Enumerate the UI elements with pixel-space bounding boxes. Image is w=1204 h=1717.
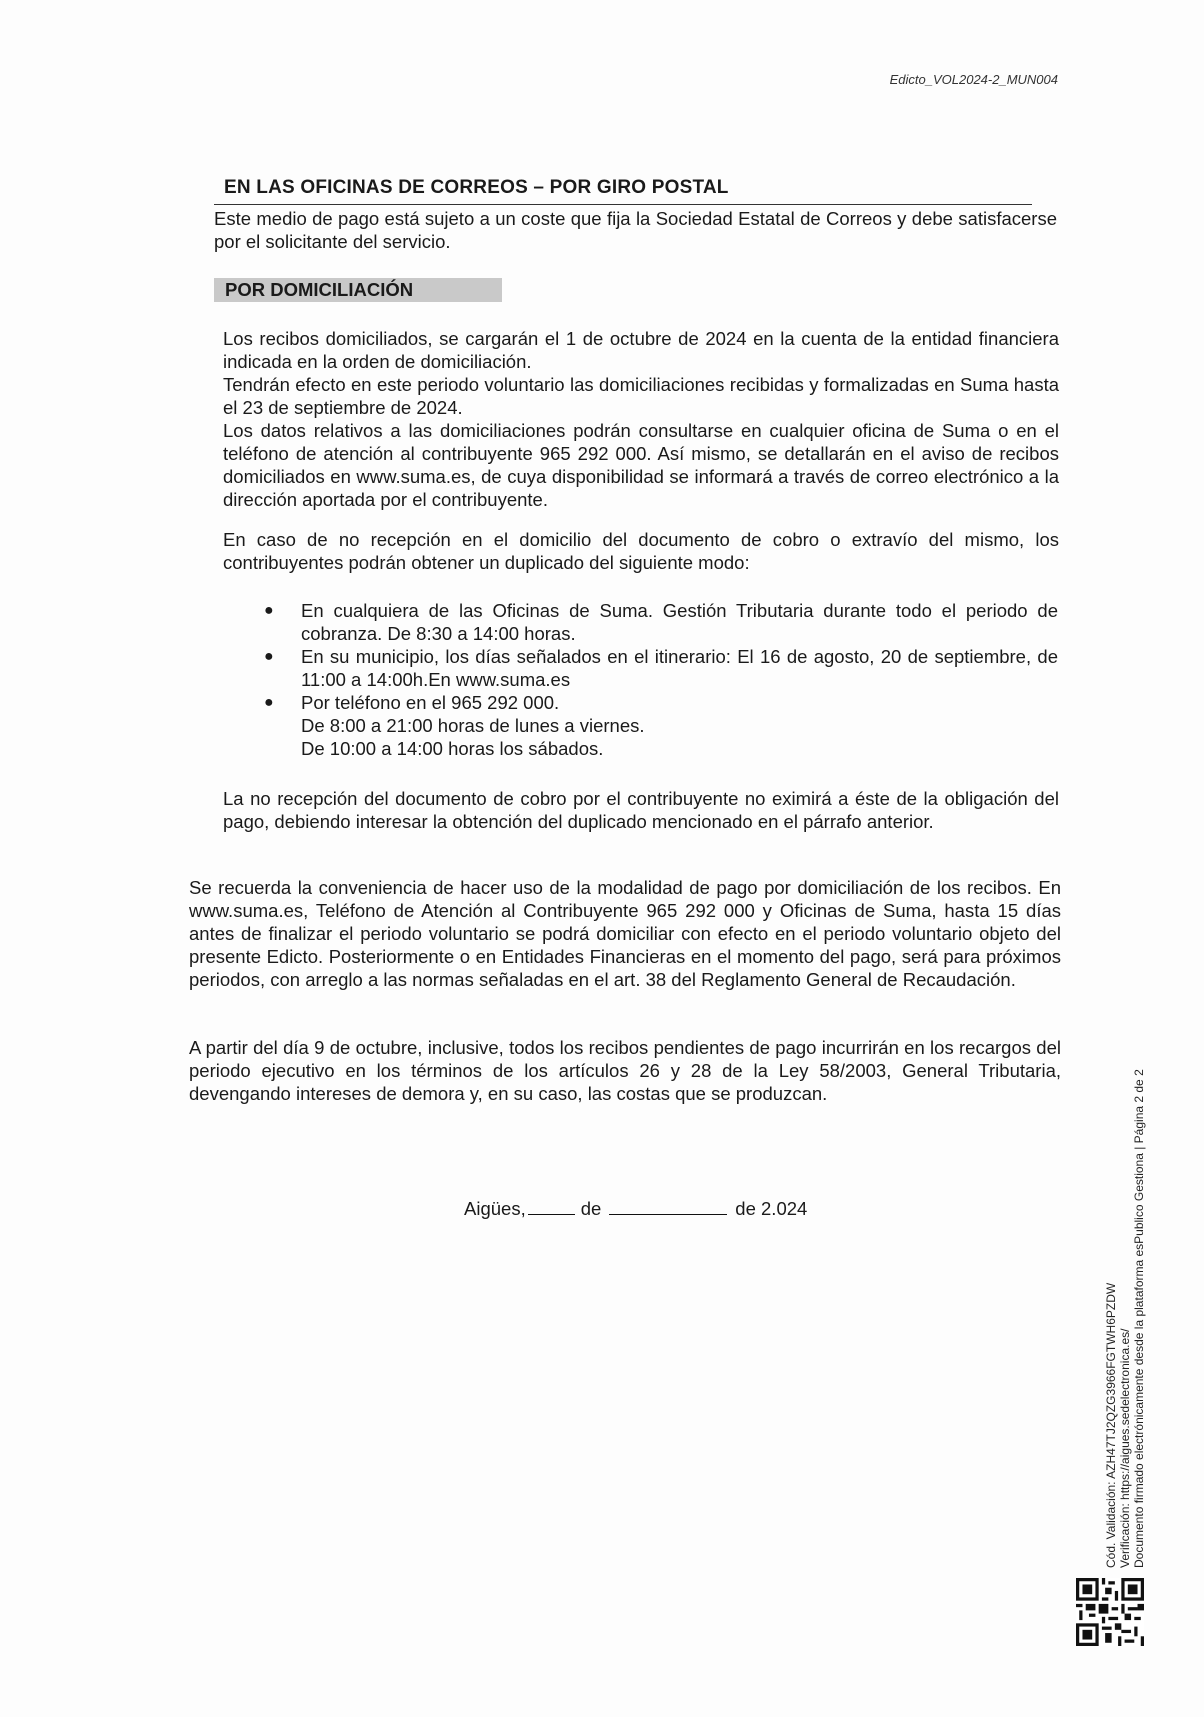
qr-code-icon: [1076, 1578, 1144, 1646]
duplicado-list: [262, 599, 1058, 760]
signature-de: de: [580, 1198, 602, 1219]
title-underline: [214, 204, 1032, 205]
list-item: [262, 645, 1058, 691]
document-reference: Edicto_VOL2024-2_MUN004: [889, 72, 1058, 87]
phone-hours-saturday: De 10:00 a 14:00 horas los sábados.: [301, 738, 604, 759]
bullet-icon: ●: [264, 648, 274, 665]
paragraph-domiciliacion-line-3: Los datos relativos a las domiciliaciones podrán consultarse en cualquier oficina de Suma o en el teléfono de atención al contribuyente 965 292 000. Así mismo, se detallarán en el aviso de recibos domiciliados en www.suma.es, de cuya disponibilidad se informará a través de correo electrónico a la dirección aportada por el contribuyente.: [223, 420, 1059, 510]
month-blank: [609, 1197, 727, 1215]
signature-platform-note: Documento firmado electrónicamente desde la plataforma esPublico Gestiona | Página 2 de 2: [1132, 1069, 1146, 1568]
bullet-icon: ●: [264, 694, 274, 711]
phone-hours-weekdays: De 8:00 a 21:00 horas de lunes a viernes.: [301, 715, 645, 736]
paragraph-domiciliacion: [223, 327, 1059, 511]
signature-line: [464, 1197, 807, 1220]
day-blank: [528, 1197, 575, 1215]
section-title-domiciliacion-highlight: [214, 278, 502, 302]
section-title-domiciliacion: POR DOMICILIACIÓN: [225, 279, 414, 300]
paragraph-apartir: A partir del día 9 de octubre, inclusive, todos los recibos pendientes de pago incurrirán en los recargos del periodo ejecutivo en los términos de los artículos 26 y 28 de la Ley 58/2003, General Tributaria, devengando intereses de demora y, en su caso, las costas que se produzcan.: [189, 1037, 1061, 1104]
verification-url: Verificación: https://aigues.sedelectronica.es/: [1118, 1328, 1132, 1568]
list-item-text: En su municipio, los días señalados en el itinerario: El 16 de agosto, 20 de septiembre, de 11:00 a 14:00h.En www.suma.es: [301, 646, 1058, 690]
paragraph-no-recepcion: La no recepción del documento de cobro por el contribuyente no eximirá a éste de la obligación del pago, debiendo interesar la obtención del duplicado mencionado en el párrafo anterior.: [223, 788, 1059, 832]
bullet-icon: ●: [264, 602, 274, 619]
list-item: [262, 599, 1058, 645]
paragraph-correos: Este medio de pago está sujeto a un coste que fija la Sociedad Estatal de Correos y debe satisfacerse por el solicitante del servicio.: [214, 208, 1057, 252]
list-item: [262, 691, 1058, 760]
signature-place: Aigües,: [464, 1198, 526, 1219]
signature-year: de 2.024: [735, 1198, 808, 1219]
paragraph-recuerda: Se recuerda la conveniencia de hacer uso de la modalidad de pago por domiciliación de los recibos. En www.suma.es, Teléfono de Atención al Contribuyente 965 292 000 y Oficinas de Suma, hasta 15 días antes de finalizar el periodo voluntario se podrá domiciliar con efecto en el periodo voluntario objeto del presente Edicto. Posteriormente o en Entidades Financieras en el momento del pago, será para próximos periodos, con arreglo a las normas señaladas en el art. 38 del Reglamento General de Recaudación.: [189, 877, 1061, 990]
list-item-text: En cualquiera de las Oficinas de Suma. Gestión Tributaria durante todo el periodo de cobranza. De 8:30 a 14:00 horas.: [301, 600, 1058, 644]
paragraph-duplicado-intro: En caso de no recepción en el domicilio del documento de cobro o extravío del mismo, los contribuyentes podrán obtener un duplicado del siguiente modo:: [223, 529, 1059, 573]
section-title-correos: EN LAS OFICINAS DE CORREOS – POR GIRO POSTAL: [224, 177, 729, 198]
paragraph-domiciliacion-line-1: Los recibos domiciliados, se cargarán el 1 de octubre de 2024 en la cuenta de la entidad financiera indicada en la orden de domiciliación.: [223, 328, 1059, 372]
validation-side-text: [1104, 1069, 1146, 1568]
list-item-text: Por teléfono en el 965 292 000.: [301, 692, 560, 713]
validation-code: Cód. Validación: AZH47TJ2QZG3966FGTWH6PZDW: [1104, 1282, 1118, 1568]
paragraph-domiciliacion-line-2: Tendrán efecto en este periodo voluntario las domiciliaciones recibidas y formalizadas en Suma hasta el 23 de septiembre de 2024.: [223, 374, 1059, 418]
